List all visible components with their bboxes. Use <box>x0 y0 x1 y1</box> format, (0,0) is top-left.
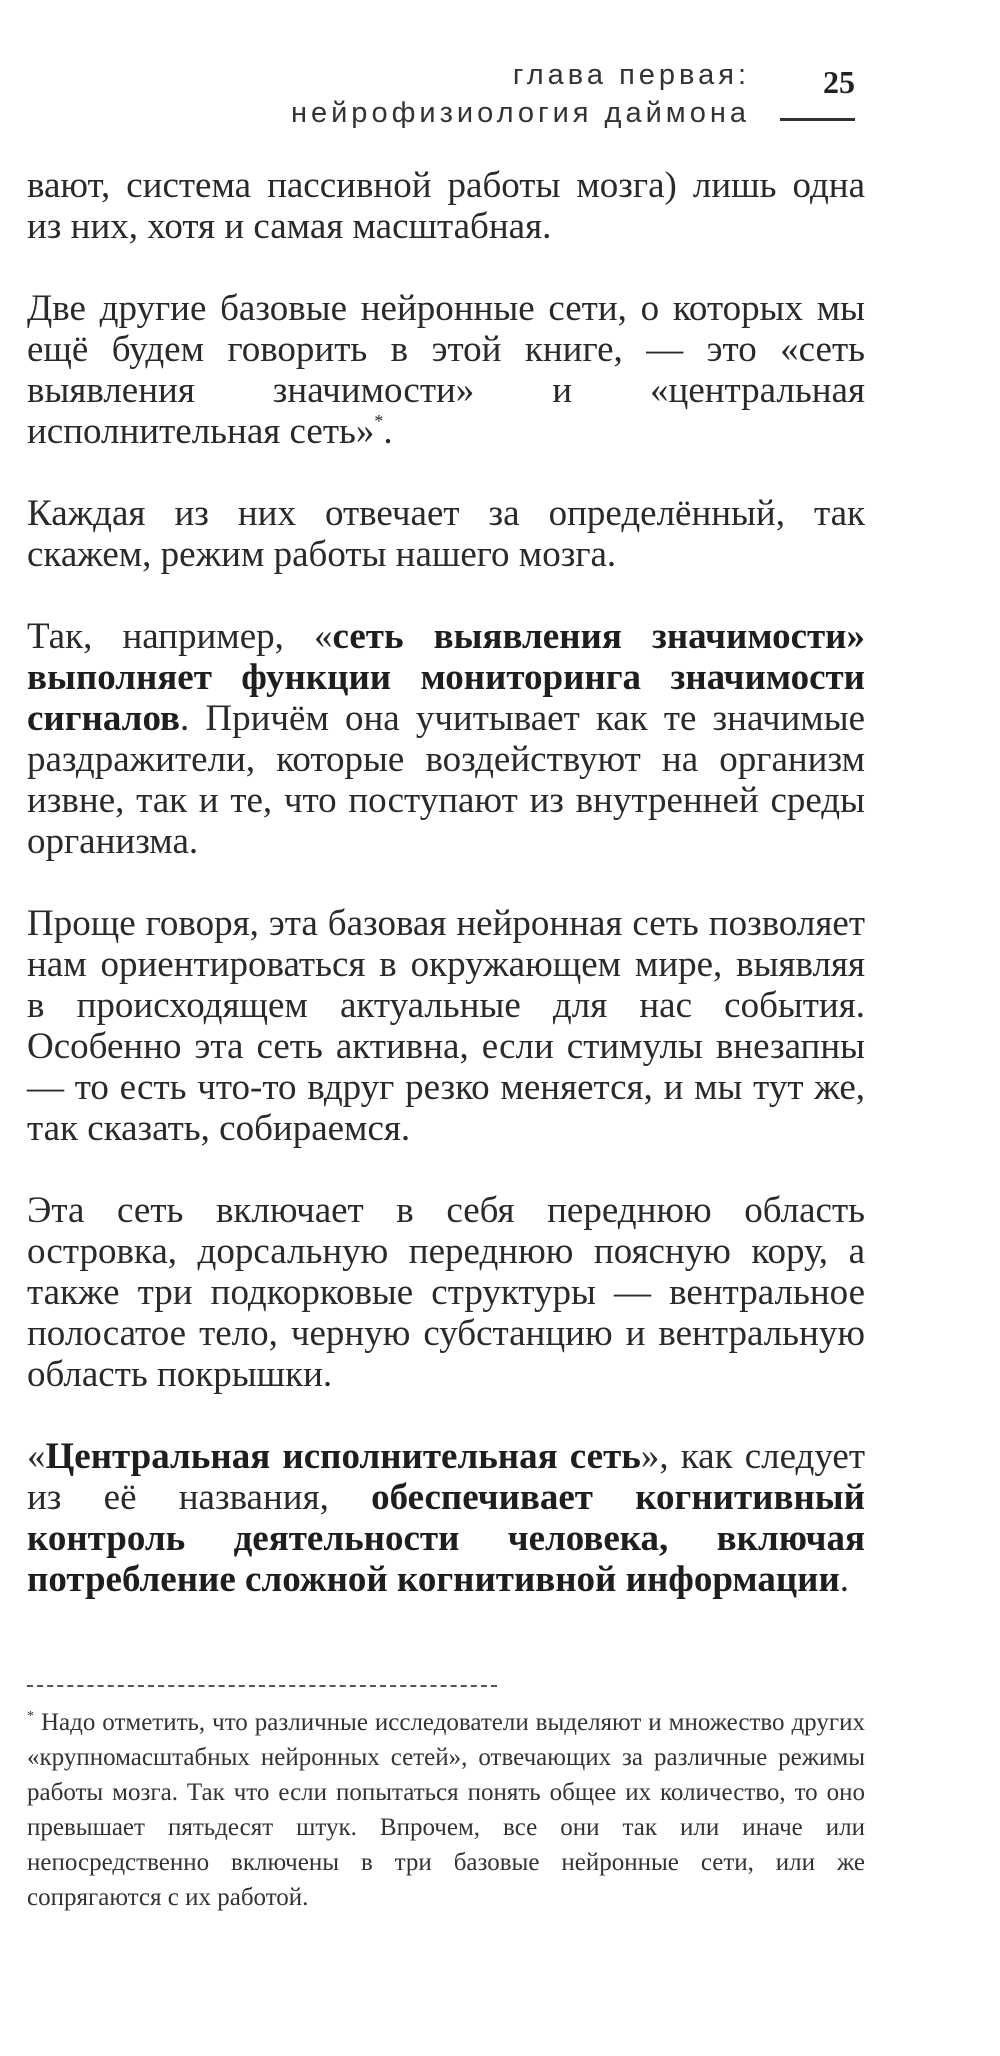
paragraph-7-end: . <box>839 1559 850 1600</box>
running-title <box>291 56 750 132</box>
chapter-label: глава первая: <box>512 59 750 91</box>
paragraph-7-bold-2: обеспечивает когнитивный контроль деятельности человека, включая потребление сложной когнитивной информации <box>27 1477 865 1600</box>
paragraph-4-bold: сеть выявления значимости» выполняет функции мониторинга значимости сигналов <box>27 616 865 739</box>
paragraph-7-open: « <box>27 1436 46 1477</box>
paragraph-1: вают, система пассивной работы мозга) лишь одна из них, хотя и самая масштабная. <box>27 165 865 247</box>
footnote-divider <box>27 1685 497 1687</box>
footnote-marker: * <box>27 1709 34 1724</box>
paragraph-2-end: . <box>383 411 393 452</box>
footnote-reference[interactable]: * <box>374 411 384 431</box>
footnote-area <box>27 1685 865 1915</box>
paragraph-7-mid: », как следует из её названия, <box>27 1436 865 1518</box>
footnote <box>27 1705 865 1915</box>
paragraph-4-tail: . Причём она учитывает как те значимые раздражители, которые воздействуют на организм извне, так и те, что поступают из внутренней среды организма. <box>27 698 865 862</box>
chapter-title: нейрофизиология даймона <box>290 97 750 129</box>
paragraph-4 <box>27 616 865 862</box>
paragraph-2 <box>27 288 865 452</box>
main-text <box>27 165 865 1641</box>
page-number: 25 <box>823 64 855 100</box>
paragraph-2-text: Две другие базовые нейронные сети, о которых мы ещё будем говорить в этой книге, — это «сеть выявления значимости» и «центральная исполнительная сеть» <box>27 288 865 452</box>
footnote-text: Надо отметить, что различные исследователи выделяют и множество других «крупномасштабных нейронных сетей», отвечающих за различные режимы работы мозга. Так что если попытаться понять общее их количество, то оно превышает пятьдесят штук. Впрочем, все они так или иначе или непосредственно включены в три базовые нейронные сети, или же сопрягаются с их работой. <box>27 1709 865 1911</box>
running-header <box>0 56 1000 136</box>
paragraph-4-lead: Так, например, « <box>27 616 333 657</box>
paragraph-3: Каждая из них отвечает за определённый, так скажем, режим работы нашего мозга. <box>27 493 865 575</box>
page-number-rule <box>780 118 855 121</box>
paragraph-7 <box>27 1436 865 1600</box>
paragraph-7-bold-1: Центральная исполнительная сеть <box>45 1436 641 1477</box>
paragraph-6: Эта сеть включает в себя переднюю область островка, дорсальную переднюю поясную кору, а также три подкорковые структуры — вентральное полосатое тело, черную субстанцию и вентральную область покрышки. <box>27 1190 865 1395</box>
paragraph-5: Проще говоря, эта базовая нейронная сеть позволяет нам ориентироваться в окружающем мире, выявляя в происходящем актуальные для нас события. Особенно эта сеть активна, если стимулы внезапны — то есть что-то вдруг резко меняется, и мы тут же, так сказать, собираемся. <box>27 903 865 1149</box>
